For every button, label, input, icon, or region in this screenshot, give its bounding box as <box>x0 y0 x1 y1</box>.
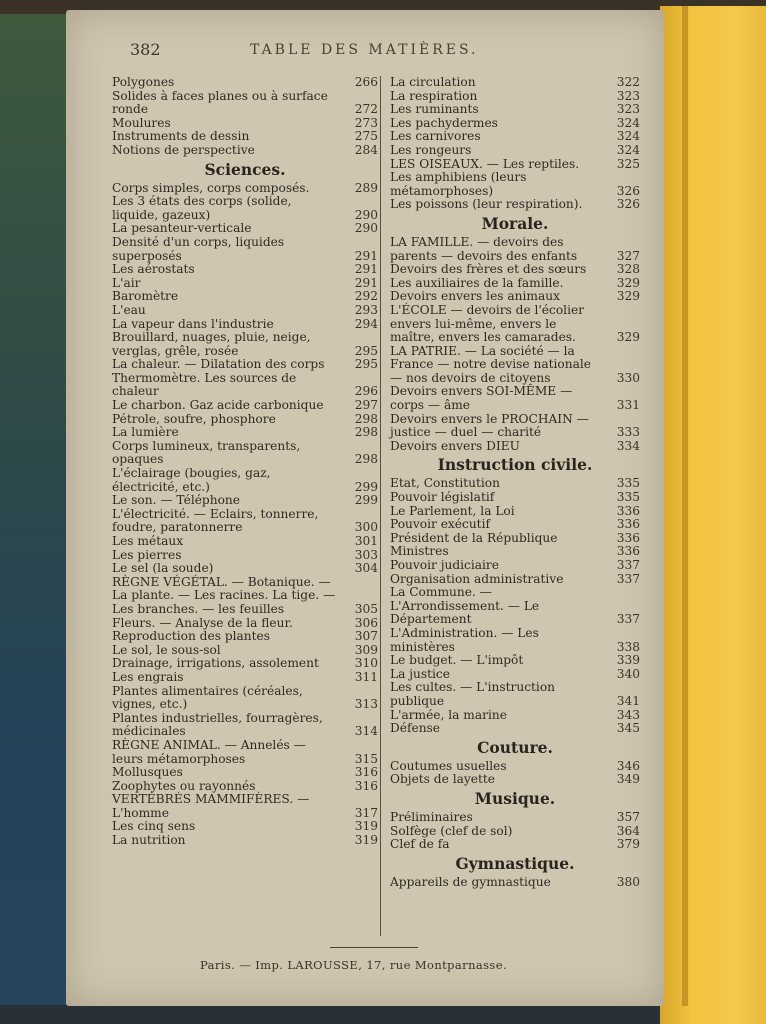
toc-entry-page: 291 <box>354 248 378 263</box>
toc-entry-page: 275 <box>354 129 378 144</box>
toc-entry-page: 334 <box>616 438 640 453</box>
toc-entry <box>112 834 378 848</box>
toc-entry <box>112 739 378 766</box>
toc-entry <box>112 562 378 576</box>
toc-entry-page: 298 <box>354 425 378 440</box>
toc-entry-title: Le budget. — L'impôt <box>390 653 524 668</box>
toc-entry-page: 326 <box>616 183 640 198</box>
toc-entry <box>390 505 640 519</box>
toc-entry <box>390 586 640 627</box>
toc-entry-title: La circulation <box>390 75 476 89</box>
toc-entry-title: Préliminaires <box>390 809 473 824</box>
toc-entry <box>112 766 378 780</box>
toc-entry-title: Baromètre <box>112 289 179 304</box>
toc-entry <box>112 144 378 158</box>
toc-entry-page: 323 <box>616 88 640 103</box>
toc-entry <box>112 182 378 196</box>
toc-entry <box>390 811 640 825</box>
toc-entry-page: 330 <box>616 370 640 385</box>
toc-entry-title: La justice <box>390 666 450 681</box>
toc-entry-page: 336 <box>616 530 640 545</box>
toc-entry <box>112 617 378 631</box>
toc-entry-page: 314 <box>354 724 378 739</box>
toc-entry-title: Le Parlement, la Loi <box>390 503 515 518</box>
toc-entry-title: Président de la République <box>390 530 558 545</box>
toc-entry <box>390 760 640 774</box>
toc-entry-title: Solides à faces planes ou à surface ronde <box>112 88 328 117</box>
toc-entry-page: 316 <box>354 778 378 793</box>
page-number: 382 <box>130 40 161 59</box>
toc-entry-title: Clef de fa <box>390 837 450 852</box>
toc-entry <box>112 399 378 413</box>
toc-entry-page: 315 <box>354 751 378 766</box>
toc-entry-title: Les cultes. — L'instruction publique <box>390 680 556 708</box>
column-divider <box>380 76 381 936</box>
printer-footer: Paris. — Imp. LAROUSSE, 17, rue Montparnasse. <box>200 958 507 972</box>
toc-entry <box>112 195 378 222</box>
toc-entry-page: 307 <box>354 629 378 644</box>
book-cover <box>660 6 766 1024</box>
toc-entry <box>390 681 640 708</box>
toc-entry <box>390 709 640 723</box>
toc-entry-title: Le sol, le sous-sol <box>112 642 221 657</box>
toc-entry <box>390 130 640 144</box>
toc-entry-page: 326 <box>616 197 640 212</box>
toc-entry-title: La Commune. — L'Arrondissement. — Le Département <box>390 585 540 627</box>
toc-entry-page: 329 <box>616 289 640 304</box>
toc-entry-title: L'eau <box>112 302 146 317</box>
toc-entry <box>390 198 640 212</box>
toc-entry <box>112 494 378 508</box>
toc-entry-title: LES OISEAUX. — Les reptiles. <box>390 156 580 171</box>
toc-entry-title: La chaleur. — Dilatation des corps <box>112 357 325 372</box>
toc-entry <box>390 413 640 440</box>
toc-entry-page: 346 <box>616 758 640 773</box>
toc-entry-title: Thermomètre. Les sources de chaleur <box>112 370 297 399</box>
toc-entry-page: 289 <box>354 180 378 195</box>
toc-entry-page: 272 <box>354 102 378 117</box>
footer-rule <box>330 947 418 948</box>
toc-entry-page: 309 <box>354 642 378 657</box>
toc-entry-title: Plantes industrielles, fourragères, médicinales <box>112 710 323 739</box>
toc-entry-page: 293 <box>354 302 378 317</box>
toc-entry-page: 328 <box>616 262 640 277</box>
toc-entry-title: Corps simples, corps composés. <box>112 180 310 195</box>
toc-entry-page: 319 <box>354 819 378 834</box>
toc-entry-page: 301 <box>354 534 378 548</box>
toc-entry-title: Les auxiliaires de la famille. <box>390 275 564 290</box>
toc-entry-title: Les ruminants <box>390 102 479 117</box>
toc-entry <box>112 76 378 90</box>
toc-entry-title: Pouvoir judiciaire <box>390 558 499 572</box>
toc-entry-title: Reproduction des plantes <box>112 629 271 644</box>
toc-entry <box>112 440 378 467</box>
toc-entry-page: 337 <box>616 558 640 572</box>
toc-entry-title: Défense <box>390 721 441 736</box>
toc-entry-title: Moulures <box>112 115 171 130</box>
toc-entry-page: 305 <box>354 601 378 616</box>
toc-entry <box>112 130 378 144</box>
toc-entry-title: Devoirs envers DIEU <box>390 438 520 453</box>
toc-entry-title: Notions de perspective <box>112 142 255 157</box>
toc-entry-page: 337 <box>616 571 640 586</box>
toc-entry-page: 297 <box>354 398 378 413</box>
toc-entry-title: L'Administration. — Les ministères <box>390 625 539 654</box>
toc-entry <box>112 372 378 399</box>
toc-entry-title: VERTÉBRÉS MAMMIFÈRES. — L'homme <box>112 792 310 820</box>
toc-entry-page: 380 <box>616 874 640 889</box>
toc-entry-page: 329 <box>616 330 640 345</box>
toc-entry-title: Etat, Constitution <box>390 476 500 491</box>
toc-entry-page: 340 <box>616 666 640 681</box>
toc-entry <box>390 263 640 277</box>
toc-entry-title: Objets de layette <box>390 772 495 787</box>
toc-entry-title: LA PATRIE. — La société — la France — notre devise nationale — nos devoirs de citoyens <box>390 343 591 385</box>
toc-entry-title: RÈGNE ANIMAL. — Annelés — leurs métamorphoses <box>112 737 306 766</box>
toc-entry <box>390 236 640 263</box>
toc-entry-page: 336 <box>616 503 640 518</box>
toc-entry-page: 319 <box>354 833 378 848</box>
toc-entry-page: 295 <box>354 357 378 372</box>
toc-entry-page: 296 <box>354 384 378 399</box>
toc-entry-title: La nutrition <box>112 833 186 848</box>
section-heading: Musique. <box>474 788 556 808</box>
toc-entry-page: 298 <box>354 411 378 426</box>
toc-entry <box>390 76 640 90</box>
toc-entry-page: 364 <box>616 823 640 838</box>
toc-entry-page: 324 <box>616 115 640 130</box>
toc-entry-title: RÈGNE VÉGÉTAL. — Botanique. — La plante. — Les racines. La tige. — Les branches. — les feuilles <box>112 574 336 616</box>
toc-entry-page: 303 <box>354 547 378 562</box>
toc-entry <box>112 277 378 291</box>
toc-entry <box>390 477 640 491</box>
toc-entry <box>390 573 640 587</box>
toc-right-column <box>390 76 640 889</box>
toc-entry-title: Organisation administrative <box>390 571 564 586</box>
toc-entry <box>390 545 640 559</box>
toc-entry <box>112 712 378 739</box>
toc-entry-page: 329 <box>616 275 640 290</box>
toc-entry-title: La lumière <box>112 425 179 440</box>
toc-entry <box>112 304 378 318</box>
toc-entry-title: Pouvoir législatif <box>390 490 495 505</box>
toc-entry-page: 343 <box>616 707 640 722</box>
toc-entry-page: 379 <box>616 837 640 852</box>
toc-entry <box>390 518 640 532</box>
section-heading: Couture. <box>477 737 553 757</box>
page-title: TABLE DES MATIÈRES. <box>250 42 479 58</box>
toc-entry-page: 290 <box>354 207 378 222</box>
toc-entry-page: 290 <box>354 221 378 236</box>
toc-entry-page: 292 <box>354 289 378 304</box>
toc-entry-page: 313 <box>354 697 378 712</box>
toc-entry-title: L'électricité. — Eclairs, tonnerre, foudre, paratonnerre <box>112 506 319 535</box>
section-heading: Gymnastique. <box>455 853 575 873</box>
toc-entry <box>112 820 378 834</box>
toc-entry-title: Brouillard, nuages, pluie, neige, verglas, grêle, rosée <box>112 330 311 358</box>
toc-entry <box>112 576 378 617</box>
toc-entry <box>390 773 640 787</box>
toc-entry-title: Devoirs envers SOI-MÊME — corps — âme <box>390 384 573 413</box>
toc-entry <box>390 345 640 386</box>
toc-entry-title: Drainage, irrigations, assolement <box>112 656 319 671</box>
toc-entry <box>390 144 640 158</box>
toc-entry-page: 291 <box>354 262 378 277</box>
toc-entry-page: 304 <box>354 561 378 576</box>
toc-entry-page: 325 <box>616 156 640 171</box>
toc-entry-title: Les pierres <box>112 547 182 562</box>
page-header <box>130 40 590 66</box>
toc-entry-title: Appareils de gymnastique <box>390 874 551 889</box>
toc-entry <box>112 318 378 332</box>
toc-entry-page: 323 <box>616 102 640 117</box>
toc-entry-page: 311 <box>354 669 378 684</box>
toc-entry-page: 336 <box>616 544 640 559</box>
toc-entry-page: 345 <box>616 721 640 736</box>
toc-entry-title: Mollusques <box>112 765 183 780</box>
toc-entry <box>390 277 640 291</box>
toc-entry <box>112 671 378 685</box>
toc-entry <box>112 413 378 427</box>
toc-entry-page: 335 <box>616 490 640 505</box>
toc-entry <box>390 90 640 104</box>
toc-entry-title: Le sel (la soude) <box>112 561 214 576</box>
background-bottom <box>0 1005 766 1024</box>
toc-entry <box>390 722 640 736</box>
toc-entry-title: Devoirs des frères et des sœurs <box>390 262 587 277</box>
toc-entry-page: 339 <box>616 653 640 668</box>
toc-entry <box>112 657 378 671</box>
toc-entry <box>390 532 640 546</box>
toc-entry-title: Les cinq sens <box>112 819 196 834</box>
toc-entry-title: Polygones <box>112 75 175 89</box>
toc-entry <box>390 838 640 852</box>
toc-entry <box>112 90 378 117</box>
toc-entry <box>390 668 640 682</box>
toc-entry-page: 306 <box>354 615 378 630</box>
toc-entry-title: Plantes alimentaires (céréales, vignes, etc.) <box>112 683 303 712</box>
toc-entry-page: 349 <box>616 772 640 787</box>
toc-entry-title: Pouvoir exécutif <box>390 517 490 532</box>
toc-entry-title: Les métaux <box>112 534 184 548</box>
toc-entry-page: 273 <box>354 115 378 130</box>
toc-entry <box>390 304 640 345</box>
toc-entry-page: 324 <box>616 142 640 157</box>
toc-entry <box>112 117 378 131</box>
toc-entry <box>112 331 378 358</box>
toc-entry-page: 310 <box>354 656 378 671</box>
toc-entry <box>390 440 640 454</box>
toc-entry-page: 333 <box>616 425 640 440</box>
toc-entry-title: Ministres <box>390 544 449 559</box>
toc-entry-title: Solfège (clef de sol) <box>390 823 513 838</box>
toc-entry-title: Les aérostats <box>112 262 195 277</box>
toc-entry-title: Zoophytes ou rayonnés <box>112 778 256 793</box>
toc-entry-page: 299 <box>354 493 378 508</box>
toc-entry <box>112 685 378 712</box>
toc-entry <box>112 222 378 236</box>
toc-entry-title: Coutumes usuelles <box>390 758 507 773</box>
toc-entry-page: 341 <box>616 693 640 708</box>
toc-entry <box>390 559 640 573</box>
toc-entry-page: 327 <box>616 248 640 263</box>
toc-entry-page: 336 <box>616 517 640 532</box>
toc-entry <box>390 158 640 172</box>
toc-entry <box>390 627 640 654</box>
toc-entry-page: 298 <box>354 452 378 467</box>
toc-entry-title: Densité d'un corps, liquides superposés <box>112 234 285 263</box>
toc-entry-page: 322 <box>616 75 640 89</box>
toc-entry <box>112 549 378 563</box>
toc-entry <box>390 117 640 131</box>
toc-entry <box>112 290 378 304</box>
toc-entry-page: 357 <box>616 809 640 824</box>
toc-entry <box>390 876 640 890</box>
toc-entry <box>390 290 640 304</box>
toc-entry <box>112 508 378 535</box>
toc-entry <box>112 358 378 372</box>
section-heading: Morale. <box>481 213 549 233</box>
toc-entry-title: Les pachydermes <box>390 115 498 130</box>
section-heading: Sciences. <box>204 159 286 179</box>
toc-entry-page: 291 <box>354 275 378 290</box>
toc-entry-title: Devoirs envers le PROCHAIN — justice — duel — charité <box>390 411 589 440</box>
toc-entry-title: Les rongeurs <box>390 142 472 157</box>
toc-entry-title: La respiration <box>390 88 478 103</box>
toc-entry-page: 338 <box>616 639 640 654</box>
book-cover-edge <box>682 6 688 1006</box>
toc-entry-title: Pétrole, soufre, phosphore <box>112 411 276 426</box>
toc-entry-title: Instruments de dessin <box>112 129 250 144</box>
toc-entry-title: Le son. — Téléphone <box>112 493 240 508</box>
toc-entry-title: La vapeur dans l'industrie <box>112 316 274 331</box>
toc-entry <box>112 535 378 549</box>
toc-entry-page: 316 <box>354 765 378 780</box>
toc-entry-page: 331 <box>616 398 640 413</box>
toc-entry <box>390 491 640 505</box>
toc-entry-title: L'ÉCOLE — devoirs de l'écolier envers lui-même, envers le maître, envers les camarades. <box>390 302 585 345</box>
toc-entry-title: Corps lumineux, transparents, opaques <box>112 438 301 467</box>
toc-entry <box>390 385 640 412</box>
toc-entry <box>390 171 640 198</box>
toc-entry-page: 299 <box>354 479 378 494</box>
toc-entry <box>390 103 640 117</box>
toc-entry-title: Les poissons (leur respiration). <box>390 197 583 212</box>
toc-entry-title: Les engrais <box>112 669 184 684</box>
toc-entry <box>112 426 378 440</box>
toc-entry <box>112 644 378 658</box>
toc-entry-title: Devoirs envers les animaux <box>390 289 560 304</box>
toc-entry-title: Les amphibiens (leurs métamorphoses) <box>390 170 527 198</box>
toc-entry-title: La pesanteur-verticale <box>112 221 252 236</box>
toc-entry <box>112 793 378 820</box>
section-heading: Instruction civile. <box>437 455 593 475</box>
toc-entry-page: 335 <box>616 476 640 491</box>
toc-entry-page: 295 <box>354 343 378 358</box>
toc-entry-page: 300 <box>354 520 378 535</box>
toc-entry-title: Le charbon. Gaz acide carbonique <box>112 398 324 413</box>
toc-entry-page: 266 <box>354 75 378 89</box>
toc-entry-page: 317 <box>354 805 378 820</box>
toc-entry <box>390 654 640 668</box>
toc-left-column <box>112 76 378 848</box>
toc-entry-page: 284 <box>354 142 378 157</box>
toc-entry-title: Fleurs. — Analyse de la fleur. <box>112 615 293 630</box>
toc-entry <box>112 263 378 277</box>
toc-entry-page: 294 <box>354 316 378 331</box>
toc-entry-page: 324 <box>616 129 640 144</box>
toc-entry <box>112 236 378 263</box>
toc-entry-title: L'éclairage (bougies, gaz, électricité, etc.) <box>112 466 271 494</box>
toc-entry-title: LA FAMILLE. — devoirs des parents — devoirs des enfants <box>390 234 578 263</box>
toc-entry <box>390 825 640 839</box>
toc-entry-title: L'air <box>112 275 141 290</box>
toc-entry-title: L'armée, la marine <box>390 707 507 722</box>
toc-entry-title: Les 3 états des corps (solide, liquide, gazeux) <box>112 194 292 222</box>
toc-entry-title: Les carnivores <box>390 129 481 144</box>
toc-entry <box>112 630 378 644</box>
toc-entry <box>112 467 378 494</box>
toc-entry-page: 337 <box>616 612 640 627</box>
